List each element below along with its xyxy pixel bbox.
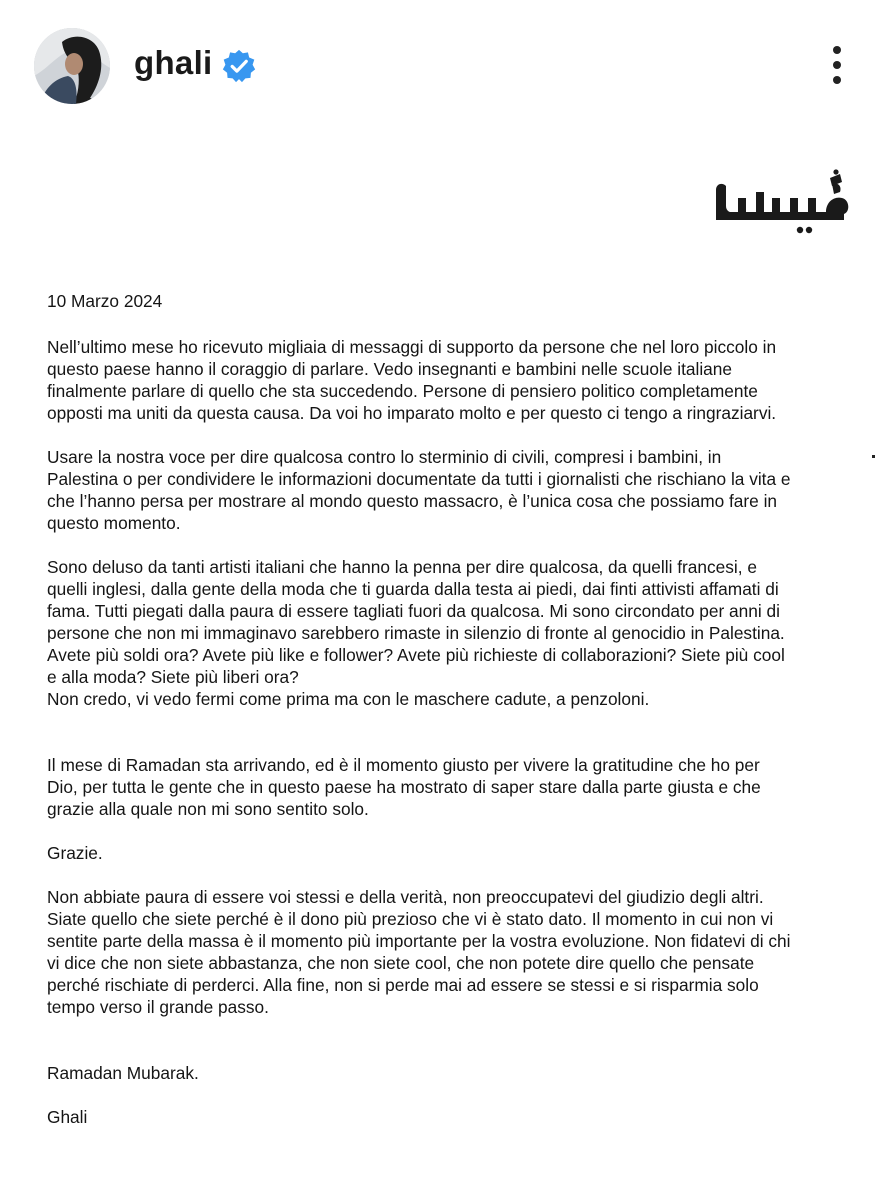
stray-mark [872,455,875,458]
letter-paragraph-6: Non abbiate paura di essere voi stessi e della verità, non preoccupatevi del giudizio degli altri. Siate quello che siete perché è il dono più prezioso che vi è stato dato. Il momento in cui non vi sentite parte della massa è il momento più importante per la vostra evoluzione. Non fidatevi di chi vi dice che non siete abbastanza, che non siete cool, che non potete dire quello che pensate perché rischiate di perderci. Alla fine, non si perde mai ad essere se stessi e si risparmia solo tempo verso il grande passo. [47,887,791,1017]
letter-paragraph-5: Grazie. [47,843,103,863]
letter-closing: Ramadan Mubarak. [47,1063,199,1083]
letter-paragraph-4: Il mese di Ramadan sta arrivando, ed è il momento giusto per vivere la gratitudine che ho per Dio, per tutta le gente che in questo paese ha mostrato di saper stare dalla parte giusta e che grazie alla quale non mi sono sentito solo. [47,755,761,819]
profile-avatar[interactable] [34,28,110,104]
more-options-icon[interactable] [818,40,858,90]
letter-paragraph-2: Usare la nostra voce per dire qualcosa contro lo sterminio di civili, compresi i bambini, in Palestina o per condividere le informazioni documentate da tutti i giornalisti che rischiano la vita e che l’hanno persa per mostrare al mondo questo massacro, è l’unica cosa che possiamo fare in questo momento. [47,447,791,533]
letter-date: 10 Marzo 2024 [47,291,163,311]
ghali-arabic-logo [712,168,854,238]
post-header [0,0,892,130]
username[interactable]: ghali [134,44,213,81]
letter-signature: Ghali [47,1107,88,1127]
verified-badge-icon [222,49,256,83]
letter-body [47,290,857,1128]
letter-paragraph-3: Sono deluso da tanti artisti italiani che hanno la penna per dire qualcosa, da quelli francesi, e quelli inglesi, dalla gente della moda che ti guarda dalla testa ai piedi, dai finti attivisti affamati di fama. Tutti piegati dalla paura di essere tagliati fuori da qualcosa. Mi sono circondato per anni di persone che non mi immaginavo sarebbero rimaste in silenzio di fronte al genocidio in Palestina. Avete più soldi ora? Avete più like e follower? Avete più richieste di collaborazioni? Siete più cool e alla moda? Siete più liberi ora? Non credo, vi vedo fermi come prima ma con le maschere cadute, a penzoloni. [47,557,785,709]
letter-paragraph-1: Nell’ultimo mese ho ricevuto migliaia di messaggi di supporto da persone che nel loro piccolo in questo paese hanno il coraggio di parlare. Vedo insegnanti e bambini nelle scuole italiane finalmente parlare di quello che sta succedendo. Persone di pensiero politico completamente opposti ma uniti da questa causa. Da voi ho imparato molto e per questo ci tengo a ringraziarvi. [47,337,777,423]
profile-photo-image [34,28,110,104]
